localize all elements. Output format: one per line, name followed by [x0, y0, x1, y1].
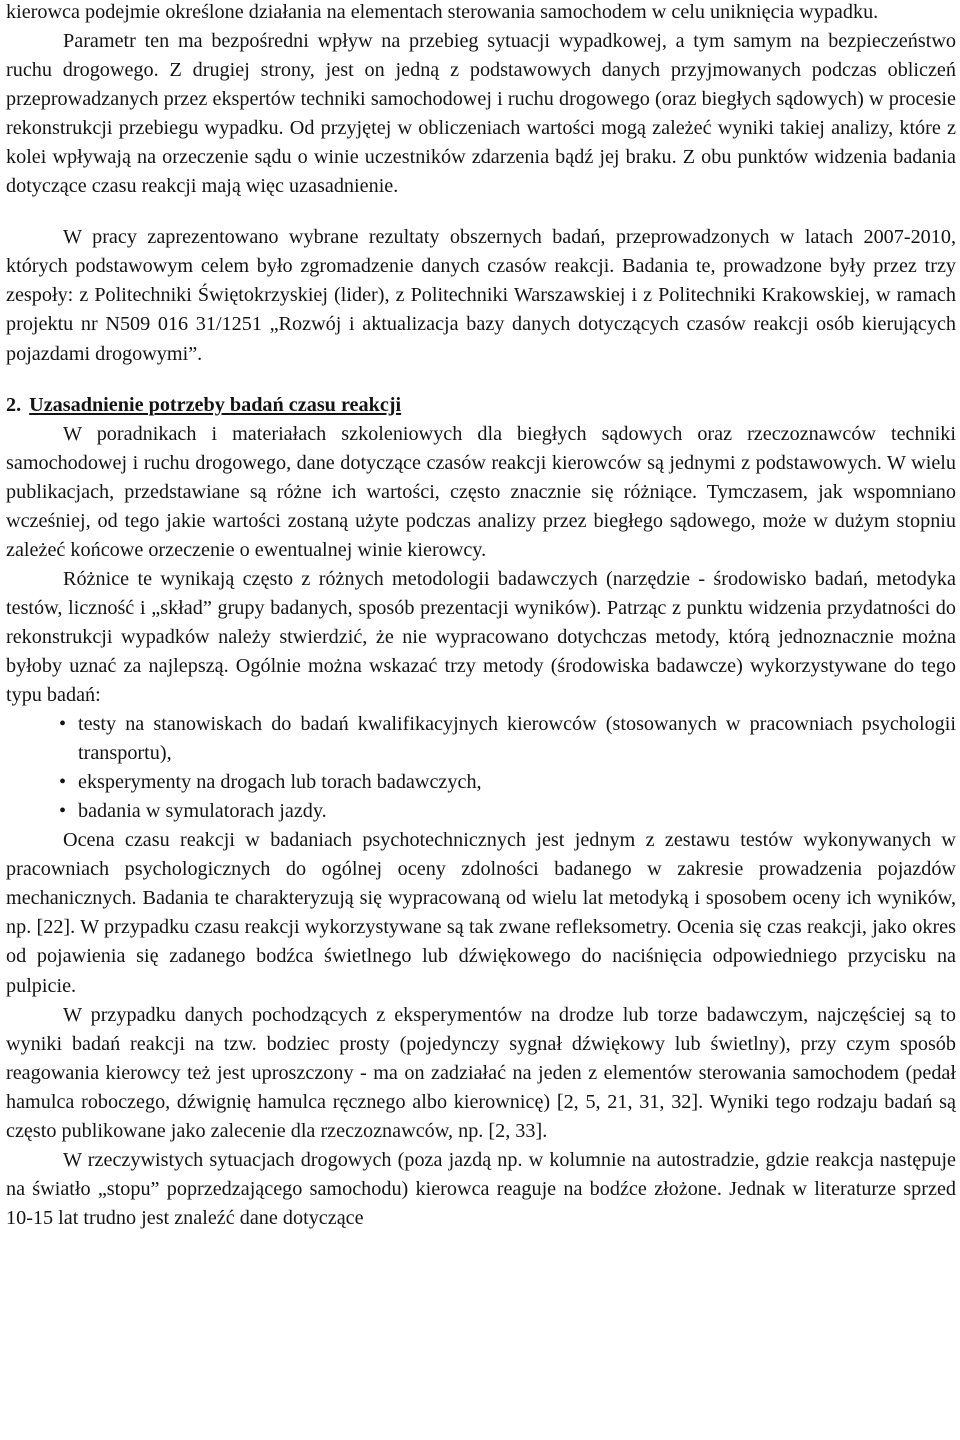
paragraph-methodology-differences: Różnice te wynikają często z różnych metodologii badawczych (narzędzie - środowisko badań, metodyka testów, liczność i „skład” grupy badanych, sposób prezentacji wyników). Patrząc z punktu widzenia przydatności do rekonstrukcji wypadków należy stwierdzić, że nie wypracowano dotychczas metody, którą jednoznacznie można byłoby uznać za najlepszą. Ogólnie można wskazać trzy metody (środowiska badawcze) wykorzystywane do tego typu badań: [6, 567, 956, 707]
list-item [6, 768, 956, 797]
list-item-text: testy na stanowiskach do badań kwalifikacyjnych kierowców (stosowanych w pracowniach psychologii transportu), [78, 713, 956, 765]
section-heading [6, 391, 956, 420]
bullet-icon: • [59, 800, 67, 823]
paragraph-research-scope: W pracy zaprezentowano wybrane rezultaty obszernych badań, przeprowadzonych w latach 2007-2010, których podstawowym celem było zgromadzenie danych czasów reakcji. Badania te, prowadzone były przez trzy zespoły: z Politechniki Świętokrzyskiej (lider), z Politechniki Warszawskiej i z Politechniki Krakowskiej, w ramach projektu nr N509 016 31/1251 „Rozwój i aktualizacja bazy danych dotyczących czasów reakcji osób kierujących pojazdami drogowymi”. [6, 226, 956, 365]
paragraph-guides-and-materials: W poradnikach i materiałach szkoleniowych dla biegłych sądowych oraz rzeczoznawców techniki samochodowej i ruchu drogowego, dane dotyczące czasów reakcji kierowców są jednymi z podstawowych. W wielu publikacjach, przedstawiane są różne ich wartości, często znacznie się różniące. Tymczasem, jak wspomniano wcześniej, od tego jakie wartości zostaną użyte podczas analizy przez biegłego sądowego, może w dużym stopniu zależeć końcowe orzeczenie o ewentualnej winie kierowcy. [6, 422, 956, 561]
bullet-icon: • [59, 713, 67, 736]
paragraph-psychotechnical-tests: Ocena czasu reakcji w badaniach psychotechnicznych jest jednym z zestawu testów wykonywanych w pracowniach psychologicznych do ogólnej oceny zdolności badanego w zakresie prowadzenia pojazdów mechanicznych. Badania te charakteryzują się wypracowaną od wielu lat metodyką i sposobem oceny ich wyników, np. [22]. W przypadku czasu reakcji wykorzystywane są tak zwane refleksometry. Ocenia się czas reakcji, jako okres od pojawienia się zadanego bodźca świetlnego lub dźwiękowego do naciśnięcia odpowiedniego przycisku na pulpicie. [6, 829, 956, 997]
list-item-text: badania w symulatorach jazdy. [78, 800, 327, 823]
paragraph-real-traffic: W rzeczywistych sytuacjach drogowych (poza jazdą np. w kolumnie na autostradzie, gdzie reakcja następuje na światło „stopu” poprzedzającego samochodu) kierowca reaguje na bodźce złożone. Jednak w literaturze sprzed 10-15 lat trudno jest znaleźć dane dotyczące [6, 1148, 956, 1229]
bullet-icon: • [59, 771, 67, 794]
method-list [6, 710, 956, 826]
document-page [6, 0, 956, 1233]
paragraph-continuation: kierowca podejmie określone działania na elementach sterowania samochodem w celu uniknięcia wypadku. [6, 1, 879, 23]
paragraph-road-experiments: W przypadku danych pochodzących z eksperymentów na drodze lub torze badawczym, najczęściej są to wyniki badań reakcji na tzw. bodziec prosty (pojedynczy sygnał dźwiękowy lub świetlny), przy czym sposób reagowania kierowcy też jest uproszczony - ma on zadziałać na jeden z elementów sterowania samochodem (pedał hamulca roboczego, dźwignię hamulca ręcznego albo kierownicę) [2, 5, 21, 31, 32]. Wyniki tego rodzaju badań są często publikowane jako zalecenie dla rzeczoznawców, np. [2, 33]. [6, 1003, 956, 1142]
list-item-text: eksperymenty na drogach lub torach badawczych, [78, 771, 482, 794]
paragraph-reaction-time-parameter: Parametr ten ma bezpośredni wpływ na przebieg sytuacji wypadkowej, a tym samym na bezpieczeństwo ruchu drogowego. Z drugiej strony, jest on jedną z podstawowych danych przyjmowanych podczas obliczeń przeprowadzanych przez ekspertów techniki samochodowej i ruchu drogowego (oraz biegłych sądowych) w procesie rekonstrukcji przebiegu wypadku. Od przyjętej w obliczeniach wartości mogą zależeć wyniki takiej analizy, które z kolei wpływają na orzeczenie sądu o winie uczestników zdarzenia bądź jej braku. Z obu punktów widzenia badania dotyczące czasu reakcji mają więc uzasadnienie. [6, 30, 956, 198]
section-number: 2. [6, 393, 22, 416]
list-item [6, 797, 956, 826]
list-item [6, 710, 956, 768]
section-title: Uzasadnienie potrzeby badań czasu reakcji [29, 393, 402, 416]
